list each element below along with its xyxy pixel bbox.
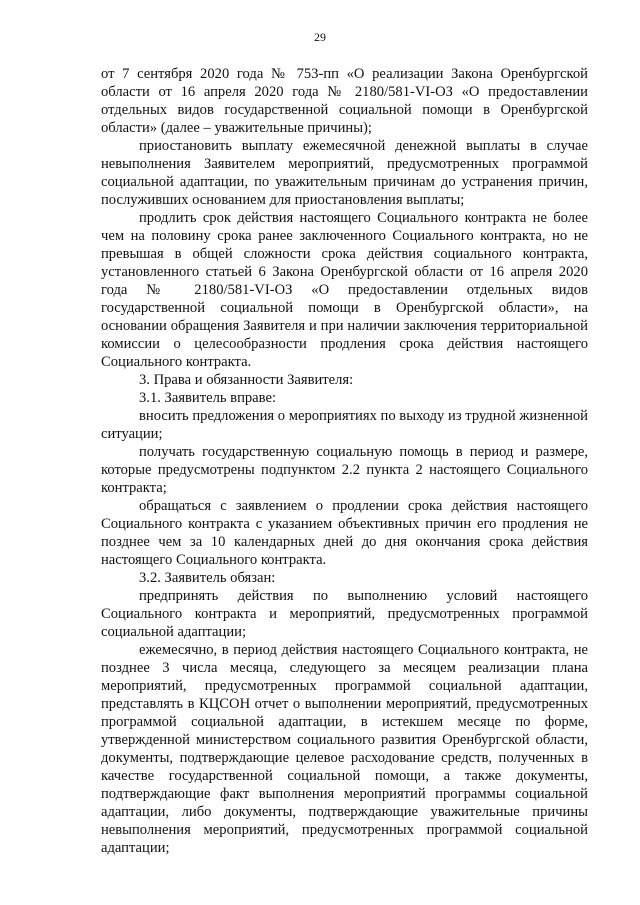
paragraph-duty-monthly-report: ежемесячно, в период действия настоящего Социального контракта, не позднее 3 числа месяца, следующего за месяцем реализации плана мероприятий, предусмотренных программой социальной адаптации, представлять в КЦСОН отчет о выполнении мероприятий, предусмотренных программой социальной адаптации, в истекшем месяце по форме, утвержденной министерством социального развития Оренбургской области, документы, подтверждающие целевое расходование средств, полученных в качестве государственной социальной помощи, а также документы, подтверждающие факт выполнения мероприятий программы социальной адаптации, либо документы, подтверждающие уважительные причины невыполнения мероприятий, предусмотренных программой социальной адаптации; <box>101 642 588 856</box>
page-number: 29 <box>314 30 326 44</box>
paragraph-right-proposals: вносить предложения о мероприятиях по выходу из трудной жизненной ситуации; <box>101 408 588 442</box>
subsection-heading-rights: 3.1. Заявитель вправе: <box>139 390 276 406</box>
paragraph-right-apply-extension: обращаться с заявлением о продлении срока действия настоящего Социального контракта с указанием объективных причин его продления не позднее чем за 10 календарных дней до дня окончания срока действия настоящего Социального контракта. <box>101 498 588 568</box>
paragraph-extend-contract: продлить срок действия настоящего Социального контракта не более чем на половину срока ранее заключенного Социального контракта, но не превышая в общей сложности срока действия социального контракта, установленного статьей 6 Закона Оренбургской области от 16 апреля 2020 года № 2180/581-VI-ОЗ «О предоставлении отдельных видов государственной социальной помощи в Оренбургской области», на основании обращения Заявителя и при наличии заключения территориальной комиссии о целесообразности продления срока действия настоящего Социального контракта. <box>101 210 588 370</box>
document-body <box>101 65 588 857</box>
paragraph-suspend-payment: приостановить выплату ежемесячной денежной выплаты в случае невыполнения Заявителем мероприятий, предусмотренных программой социальной адаптации, по уважительным причинам до устранения причин, послуживших основанием для приостановления выплаты; <box>101 138 588 208</box>
paragraph-duty-take-action: предпринять действия по выполнению условий настоящего Социального контракта и мероприятий, предусмотренных программой социальной адаптации; <box>101 588 588 640</box>
paragraph-continuation: от 7 сентября 2020 года № 753-пп «О реализации Закона Оренбургской области от 16 апреля 2020 года № 2180/581-VI-ОЗ «О предоставлении отдельных видов государственной социальной помощи в Оренбургской области» (далее – уважительные причины); <box>101 66 588 136</box>
section-heading-rights-duties: 3. Права и обязанности Заявителя: <box>139 372 354 388</box>
paragraph-right-receive-aid: получать государственную социальную помощь в период и размере, которые предусмотрены подпунктом 2.2 пункта 2 настоящего Социального контракта; <box>101 444 588 496</box>
subsection-heading-duties: 3.2. Заявитель обязан: <box>139 570 276 586</box>
